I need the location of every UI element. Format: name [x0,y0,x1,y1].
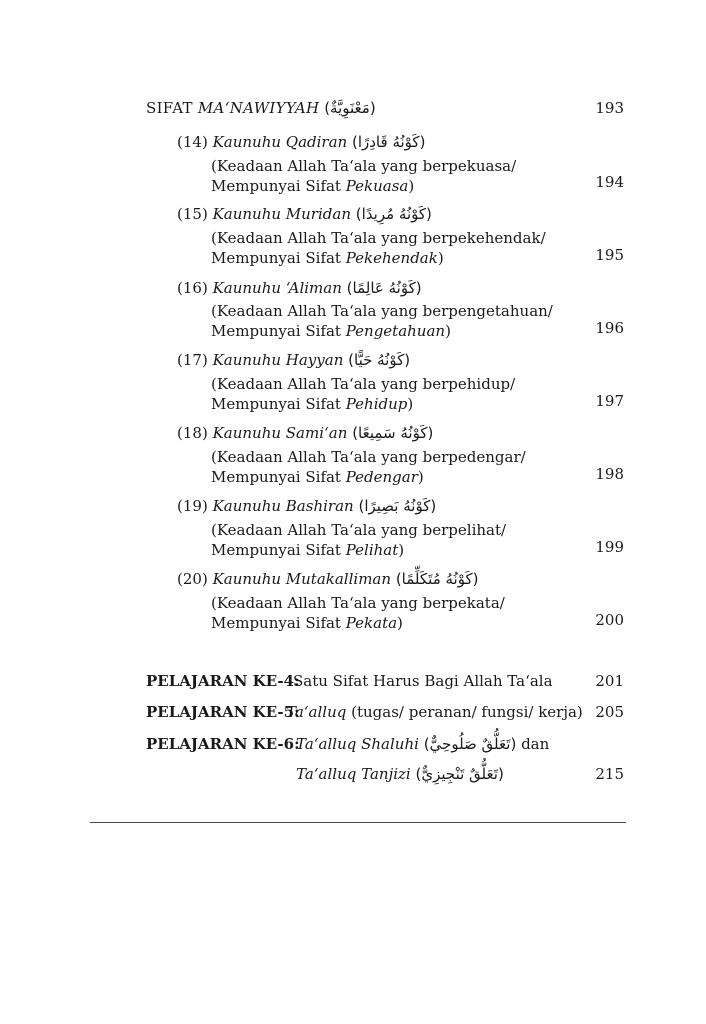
page-number: 195 [595,246,624,264]
entry-desc-line1: (Keadaan Allah Ta‘ala yang berpengetahuan/ [211,302,553,320]
page-number: 193 [595,99,624,117]
entry-desc-plain: Mempunyai Sifat [211,177,346,195]
lesson-title-arabic: (تَعَلُّقٌ تَنْجِيزِيٌّ) [410,765,504,783]
entry-desc-line2 [211,176,414,196]
entry-title [177,132,425,152]
entry-desc-plain: Mempunyai Sifat [211,249,346,267]
entry-arabic: (كَوْنُهُ قَادِرًا) [351,133,426,151]
lesson-label: PELAJARAN KE-5: [146,703,300,721]
entry-desc-line1: (Keadaan Allah Ta‘ala yang berpekata/ [211,594,505,612]
entry-name: Kaunuhu Hayyan [212,351,344,369]
lesson-label: PELAJARAN KE-4: [146,672,300,690]
entry-name: Kaunuhu Muridan [212,205,351,223]
entry-title [177,204,432,224]
entry-name: Kaunuhu Bashiran [212,497,354,515]
lesson-title-italic: Ta‘alluq Tanjizi [296,765,411,783]
entry-number: (14) [177,133,213,151]
lesson-title [286,702,583,722]
page-number: 197 [595,392,624,410]
lesson-title-line2 [296,764,504,784]
entry-arabic: (كَوْنُهُ مُرِيدًا) [355,205,432,223]
section-title-italic: MA‘NAWIYYAH [197,99,320,117]
entry-desc-line2 [211,248,444,268]
footer-rule [90,822,626,823]
entry-name: Kaunuhu Qadiran [212,133,348,151]
entry-title [177,350,410,370]
entry-desc-line1: (Keadaan Allah Ta‘ala yang berpelihat/ [211,521,507,539]
entry-desc-line1: (Keadaan Allah Ta‘ala yang berpekehendak/ [211,229,546,247]
page-number: 196 [595,319,624,337]
entry-arabic: (كَوْنُهُ سَمِيعًا) [352,424,434,442]
entry-desc-line2 [211,613,403,633]
page-number: 200 [595,611,624,629]
section-title-prefix: SIFAT [146,99,198,117]
lesson-title-arabic: (تَعَلُّقٌ صَلُوحِيٌّ) [418,735,517,753]
entry-desc-end: ) [407,395,414,413]
page-number: 198 [595,465,624,483]
entry-desc-end: ) [397,614,403,632]
entry-desc-italic: Pedengar [345,468,418,486]
page-number: 215 [595,765,624,783]
lesson-title-italic: Ta‘alluq Shaluhi [296,735,419,753]
entry-desc-italic: Pehidup [345,395,408,413]
entry-desc-italic: Pekehendak [345,249,438,267]
entry-desc-plain: Mempunyai Sifat [211,468,346,486]
entry-number: (19) [177,497,213,515]
entry-number: (16) [177,279,213,297]
entry-title [177,278,422,298]
entry-arabic: (كَوْنُهُ حَيًّا) [348,351,411,369]
page-number: 194 [595,173,624,191]
entry-number: (15) [177,205,213,223]
entry-title [177,569,478,589]
section-heading [146,98,376,118]
entry-desc-plain: Mempunyai Sifat [211,322,346,340]
entry-desc-end: ) [398,541,405,559]
entry-desc-end: ) [445,322,451,340]
entry-number: (20) [177,570,213,588]
entry-desc-italic: Pengetahuan [345,322,446,340]
entry-title [177,423,433,443]
entry-desc-end: ) [437,249,444,267]
lesson-title-line1 [296,734,549,754]
page-number: 199 [595,538,624,556]
lesson-title-rest: dan [516,735,550,753]
page-number: 201 [595,672,624,690]
lesson-label: PELAJARAN KE-6: [146,735,300,753]
lesson-title: Satu Sifat Harus Bagi Allah Ta‘ala [293,672,553,690]
entry-desc-plain: Mempunyai Sifat [211,541,346,559]
entry-arabic: (كَوْنُهُ عَالِمًا) [346,279,422,297]
entry-name: Kaunuhu Sami‘an [212,424,348,442]
section-title-arabic: (مَعْنَوِيَّةٌ) [324,99,376,117]
entry-number: (17) [177,351,213,369]
entry-arabic: (كَوْنُهُ مُتَكَلِّمًا) [395,570,479,588]
entry-desc-line2 [211,540,404,560]
entry-arabic: (كَوْنُهُ بَصِيرًا) [358,497,437,515]
entry-desc-line1: (Keadaan Allah Ta‘ala yang berpekuasa/ [211,157,517,175]
lesson-title-italic: Ta‘alluq [286,703,347,721]
entry-desc-line2 [211,394,413,414]
entry-title [177,496,436,516]
lesson-title-rest: (tugas/ peranan/ fungsi/ kerja) [346,703,583,721]
entry-desc-end: ) [417,468,424,486]
entry-number: (18) [177,424,213,442]
entry-name: Kaunuhu ‘Aliman [212,279,342,297]
entry-desc-line2 [211,321,451,341]
entry-desc-end: ) [408,177,415,195]
page-number: 205 [595,703,624,721]
entry-desc-plain: Mempunyai Sifat [211,614,346,632]
entry-name: Kaunuhu Mutakalliman [212,570,392,588]
entry-desc-line1: (Keadaan Allah Ta‘ala yang berpedengar/ [211,448,526,466]
entry-desc-italic: Pekata [345,614,398,632]
entry-desc-italic: Pelihat [345,541,399,559]
entry-desc-italic: Pekuasa [345,177,409,195]
entry-desc-line1: (Keadaan Allah Ta‘ala yang berpehidup/ [211,375,516,393]
entry-desc-plain: Mempunyai Sifat [211,395,346,413]
entry-desc-line2 [211,467,424,487]
